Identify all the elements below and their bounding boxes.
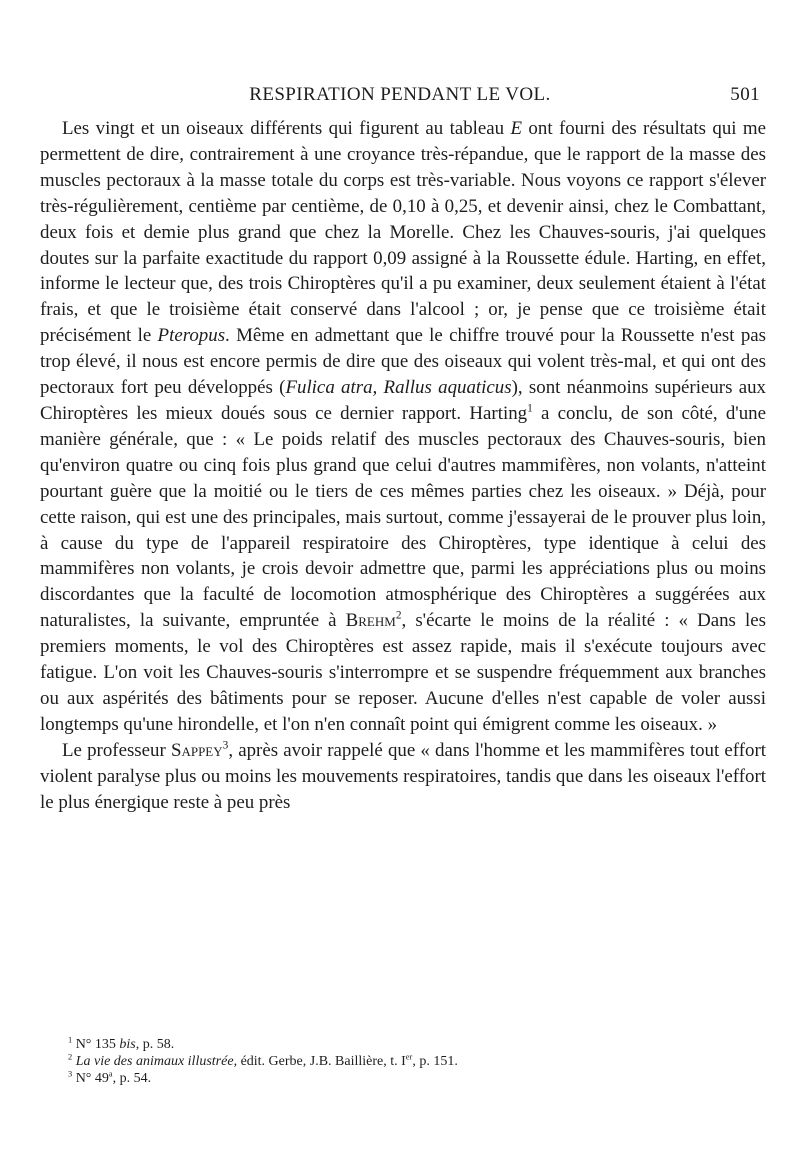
small-caps-name: Sappey bbox=[170, 739, 223, 761]
body-text bbox=[40, 116, 766, 815]
text-run: , p. 151. bbox=[412, 1054, 458, 1069]
text-run: . Même en admettant que le chiffre trouvé pour la Roussette n'est pas trop élevé, il nous est encore permis de dire que des oiseaux qui volent très-mal, et qui ont des pectoraux fort peu développés ( bbox=[40, 325, 766, 399]
text-run: Les vingt et un oiseaux différents qui figurent au tableau bbox=[62, 118, 511, 139]
footnote-reference: 1 bbox=[527, 402, 533, 415]
running-title: RESPIRATION PENDANT LE VOL. bbox=[249, 84, 551, 105]
footnote-mark: 2 bbox=[68, 1052, 73, 1062]
page-header bbox=[40, 84, 760, 112]
italic-text: bis bbox=[119, 1037, 136, 1052]
footnote-mark: 1 bbox=[68, 1035, 73, 1045]
text-run: , après avoir rappelé que « dans l'homme et les mammifères tout effort violent paralyse plus ou moins les mouvements respiratoires, tandis que dans les oiseaux l'effort le plus énergique reste à peu près bbox=[40, 739, 766, 813]
text-run: Le professeur bbox=[62, 739, 171, 761]
footnote-reference: 2 bbox=[395, 609, 402, 622]
text-run: , p. 58. bbox=[135, 1037, 175, 1052]
text-run: N° 49 bbox=[75, 1071, 109, 1086]
italic-text: Fulica atra, Rallus aquaticus bbox=[285, 377, 512, 399]
footnote bbox=[68, 1036, 768, 1053]
text-run: a conclu, de son côté, d'une manière générale, que : « Le poids relatif des muscles pectoraux des Chauves-souris, bien qu'environ quatre ou cinq fois plus grand que celui d'autres mammifères, non volants, n'atteint pourtant guère que la moitié ou le tiers de ces mêmes parties chez les oiseaux. » Déjà, pour cette raison, qui est une des principales, mais surtout, comme j'essayerai de le prouver plus loin, à cause du type de l'appareil respiratoire des Chiroptères, type identique à celui des mammifères non volants, je crois devoir admettre que, parmi les appréciations plus ou moins discordantes que la faculté de locomotion atmosphérique des Chiroptères a suggérées aux naturalistes, la suivante, empruntée à bbox=[40, 402, 766, 632]
text-run: ont fourni des résultats qui me permettent de dire, contrairement à une croyance très-répandue, que le rapport de la masse des muscles pectoraux à la masse totale du corps est très-variable. Nous voyons ce rapport s'élever très-régulièrement, centième par centième, de 0,10 à 0,25, et devenir ainsi, chez le Combattant, deux fois et demie plus grand que chez la Morelle. Chez les Chauves-souris, j'ai quelques doutes sur la parfaite exactitude du rapport 0,09 assigné à la Roussette édule. Harting, en effet, informe le lecteur que, des trois Chiroptères qu'il a pu examiner, deux seulement étaient à l'état frais, et que le troisième était conservé dans l'alcool ; or, je pense que ce troisième était précisément le bbox=[40, 118, 766, 347]
footnote bbox=[68, 1070, 768, 1087]
italic-text: E bbox=[510, 118, 523, 139]
text-run: , s'écarte le moins de la réalité : « Dans les premiers moments, le vol des Chiroptères est assez rapide, mais il s'exécute toujours avec fatigue. L'on voit les Chauves-souris s'interrompre et se suspendre fréquemment aux branches ou aux aspérités des bâtiments pour se reposer. Aucune d'elles n'est capable de voler aussi longtemps qu'une hirondelle, et l'on n'en connaît point qui émigrent comme les oiseaux. » bbox=[40, 610, 766, 735]
text-run: , p. 54. bbox=[112, 1071, 152, 1086]
footnote bbox=[68, 1053, 768, 1070]
footnote-reference: er bbox=[405, 1052, 413, 1062]
paragraph bbox=[40, 738, 766, 816]
footnotes bbox=[68, 1036, 768, 1087]
italic-text: La vie des animaux illustrée bbox=[75, 1054, 234, 1069]
footnote-reference: 3 bbox=[222, 739, 229, 752]
small-caps-name: Brehm bbox=[345, 610, 396, 632]
paragraph bbox=[40, 116, 766, 738]
footnote-reference: a bbox=[108, 1069, 113, 1079]
italic-text: Pteropus bbox=[157, 325, 226, 347]
text-run: N° 135 bbox=[75, 1037, 120, 1052]
page-number: 501 bbox=[730, 84, 760, 105]
text-run: , édit. Gerbe, J.B. Baillière, t. I bbox=[233, 1054, 406, 1069]
text-run: ), sont néanmoins supérieurs aux Chiroptères les mieux doués sous ce dernier rapport. Harting bbox=[40, 377, 767, 424]
footnote-mark: 3 bbox=[68, 1069, 73, 1079]
